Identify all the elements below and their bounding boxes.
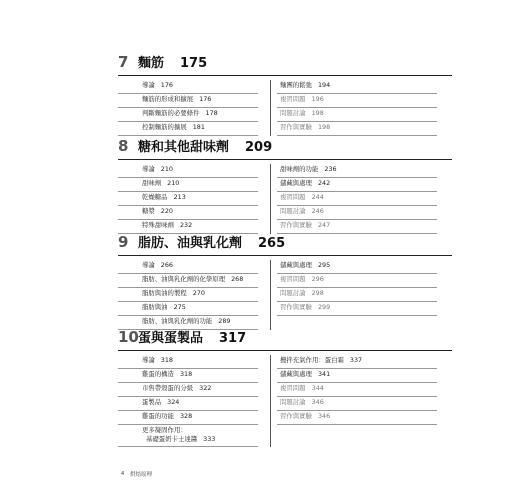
- toc-entry[interactable]: 脂肪、油與乳化劑的功能 289: [118, 316, 258, 330]
- toc-entry[interactable]: 特殊甜味劑 232: [118, 220, 258, 234]
- toc-entry[interactable]: 問題討論 298: [277, 288, 437, 302]
- left-column: [118, 80, 258, 136]
- toc-entry[interactable]: 習作與實驗 198: [277, 122, 437, 136]
- footer-book-title: 烘焙原理: [130, 472, 153, 478]
- toc-entry[interactable]: 控制麵筋的擴展 181: [118, 122, 258, 136]
- toc-entry[interactable]: 複習問題 344: [277, 383, 437, 397]
- toc-entry[interactable]: 問題討論 246: [277, 206, 437, 220]
- chapter-8: [118, 136, 452, 234]
- toc-entry[interactable]: 儲藏與處理 295: [277, 260, 437, 274]
- chapter-heading: [118, 232, 452, 256]
- footer-page-number: 4: [121, 471, 125, 477]
- chapter-title: 脂肪、油與乳化劑: [138, 236, 243, 251]
- toc-entry[interactable]: 導論 210: [118, 164, 258, 178]
- toc-entry[interactable]: 問題討論 198: [277, 108, 437, 122]
- left-column: [118, 164, 258, 234]
- toc-entry[interactable]: 蛋製品 324: [118, 397, 258, 411]
- chapter-7: [118, 52, 452, 136]
- toc-entry[interactable]: 麵筋的形成和擴展 176: [118, 94, 258, 108]
- toc-entry[interactable]: 問題討論 346: [277, 397, 437, 411]
- toc-entry[interactable]: 攪拌充氣作用：蛋白霜 337: [277, 355, 437, 369]
- toc-entry[interactable]: 複習問題 296: [277, 274, 437, 288]
- toc-entry[interactable]: 市售帶殼蛋的分級 322: [118, 383, 258, 397]
- chapter-page: 175: [180, 56, 208, 71]
- toc-entry[interactable]: 複習問題 196: [277, 94, 437, 108]
- toc-entry[interactable]: 儲藏與處理 341: [277, 369, 437, 383]
- chapter-heading: [118, 327, 452, 351]
- toc-entry[interactable]: 脂肪、油與乳化劑的化學原理 268: [118, 274, 258, 288]
- chapter-heading: [118, 52, 452, 76]
- toc-entry[interactable]: 糖漿 220: [118, 206, 258, 220]
- chapter-number: 7: [118, 53, 129, 71]
- chapter-number: 9: [118, 233, 129, 251]
- toc-entry[interactable]: 習作與實驗 299: [277, 302, 437, 316]
- toc-entry[interactable]: 雞蛋的構造 318: [118, 369, 258, 383]
- toc-entry[interactable]: 更多凝固作用： 基礎蛋奶卡士達醬 333: [118, 425, 258, 447]
- toc-entry[interactable]: 導論 318: [118, 355, 258, 369]
- toc-entry[interactable]: 脂肪與油 275: [118, 302, 258, 316]
- chapter-page: 209: [245, 140, 273, 155]
- toc-entry[interactable]: 雞蛋的功能 328: [118, 411, 258, 425]
- toc-entry[interactable]: 導論 176: [118, 80, 258, 94]
- right-column: [270, 164, 437, 234]
- toc-entry[interactable]: 麵團的鬆弛 194: [277, 80, 437, 94]
- chapter-title: 糖和其他甜味劑: [138, 140, 230, 155]
- toc-entry[interactable]: 甜味劑 210: [118, 178, 258, 192]
- right-column: [270, 355, 437, 447]
- chapter-title: 蛋與蛋製品: [138, 331, 204, 346]
- toc-entry[interactable]: 習作與實驗 247: [277, 220, 437, 234]
- toc-entry[interactable]: 甜味劑的功能 236: [277, 164, 437, 178]
- right-column: [270, 80, 437, 136]
- toc-entry[interactable]: 判斷麵筋的必要條件 178: [118, 108, 258, 122]
- chapter-number: 8: [118, 137, 129, 155]
- toc-entry[interactable]: 習作與實驗 346: [277, 411, 437, 425]
- chapter-number: 10: [118, 328, 139, 346]
- toc-entry[interactable]: 儲藏與處理 242: [277, 178, 437, 192]
- left-column: [118, 260, 258, 330]
- chapter-heading: [118, 136, 452, 160]
- chapter-page: 265: [258, 236, 286, 251]
- toc-entry[interactable]: 乾燥糖品 213: [118, 192, 258, 206]
- toc-entry[interactable]: 複習問題 244: [277, 192, 437, 206]
- chapter-page: 317: [219, 331, 247, 346]
- right-column: [270, 260, 437, 330]
- toc-entry[interactable]: 脂肪與油的製程 270: [118, 288, 258, 302]
- chapter-10: [118, 327, 452, 447]
- toc-entry[interactable]: 導論 266: [118, 260, 258, 274]
- chapter-title: 麵筋: [138, 56, 165, 71]
- chapter-9: [118, 232, 452, 330]
- left-column: [118, 355, 258, 447]
